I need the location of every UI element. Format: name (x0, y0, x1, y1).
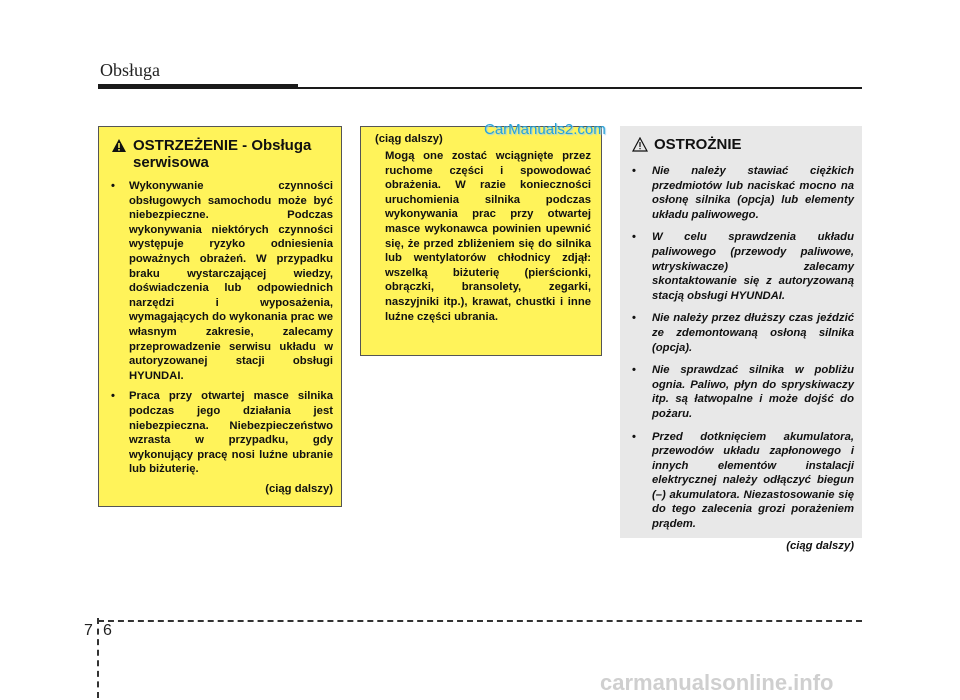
continued-text: Mogą one zostać wciągnięte przez ruchome części i spowodować obrażenia. W razie konieczności uruchomienia silnika podczas wykonywania prac przy otwartej masce wykonawca powinien upewnić się, że przed zbliżeniem się do silnika lub wentylatorów chłodnicy zdjął: wszelką biżuterię (pierścionki, obrączki, bransolety, zegarki, naszyjniki itp.), krawat, chustki i inne luźne części ubrania. (385, 150, 591, 323)
caution-bullet: • W celu sprawdzenia układu paliwowego (przewody paliwowe, wtryskiwacze) zalecamy skontaktowanie się z autoryzowaną stacją obsługi HYUNDAI. (630, 230, 854, 303)
watermark-bottom: carmanualsonline.info (600, 670, 834, 695)
warning-box (98, 126, 342, 507)
caution-heading (630, 136, 854, 156)
page-number: 6 (103, 622, 112, 639)
warning-triangle-icon (111, 138, 127, 157)
footer-dashed-rule (98, 620, 862, 622)
caution-bullet: • Nie sprawdzać silnika w pobliżu ognia. Paliwo, płyn do spryskiwaczy itp. są łatwopalne i może dojść do pożaru. (630, 363, 854, 421)
caution-triangle-icon (632, 137, 648, 156)
warning-bullet: • Praca przy otwartej masce silnika podczas jego działania jest niebezpieczna. Niebezpieczeństwo wzrasta w przypadku, gdy wykonujący pracę nosi luźne ubranie lub biżuterię. (109, 389, 333, 477)
caution-bullet: • Nie należy stawiać ciężkich przedmiotów lub naciskać mocno na osłonę silnika (opcja) lub elementy układu paliwowego. (630, 164, 854, 222)
warning-title: OSTRZEŻENIE - Obsługa serwisowa (133, 137, 312, 171)
header-rule-thick (98, 84, 298, 89)
watermark-top: CarManuals2.com (484, 121, 606, 138)
caution-title: OSTROŻNIE (654, 136, 742, 153)
continued-heading: (ciąg dalszy) (375, 133, 443, 145)
caution-bullet: • Przed dotknięciem akumulatora, przewodów układu zapłonowego i innych elementów instalacji elektrycznej należy odłączyć biegun (–) akumulatora. Niezastosowanie się do tego zalecenia grozi porażeniem prądem. (630, 430, 854, 532)
caution-continued: (ciąg dalszy) (786, 539, 854, 552)
caution-box (620, 126, 862, 552)
warning-continued: (ciąg dalszy) (265, 482, 333, 495)
page-number-chapter: 7 (84, 622, 93, 639)
caution-bullet: • Nie należy przez dłuższy czas jeździć ze zdemontowaną osłoną silnika (opcja). (630, 311, 854, 355)
continued-box (360, 126, 602, 356)
section-title: Obsługa (100, 60, 160, 80)
warning-bullet: • Wykonywanie czynności obsługowych samochodu może być niebezpieczne. Podczas wykonywania niektórych czynności występuje ryzyko odniesienia poważnych obrażeń. W przypadku braku wystarczającej wiedzy, doświadczenia lub odpowiednich narzędzi i wyposażenia, wymagających do wykonania prac we własnym zakresie, zalecamy przeprowadzenie serwisu układu w autoryzowanej stacji obsługi HYUNDAI. (109, 179, 333, 383)
header-rule-thin (298, 87, 862, 89)
footer-dashed-divider (97, 618, 99, 698)
warning-heading (109, 137, 333, 171)
